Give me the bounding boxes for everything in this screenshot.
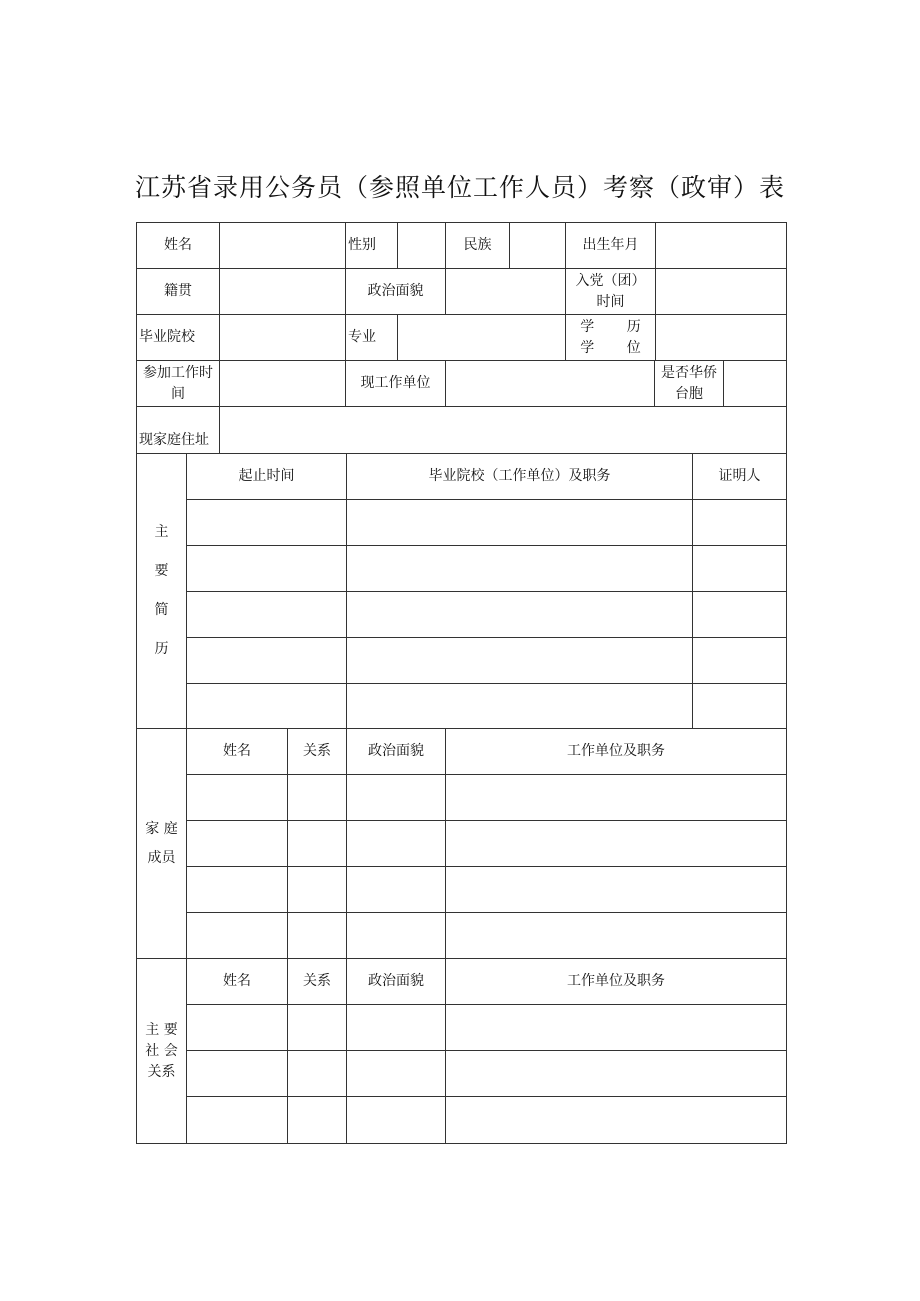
social-row-2-name[interactable]: [186, 1050, 288, 1097]
field-education-degree[interactable]: [655, 314, 787, 361]
social-row-3-employer[interactable]: [445, 1096, 787, 1144]
resume-section-label: [136, 453, 187, 729]
family-row-3-political[interactable]: [346, 866, 446, 913]
label-name: 姓名: [136, 222, 220, 269]
social-section-label: [136, 958, 187, 1144]
label-work-start-time: [136, 360, 220, 407]
resume-row-2-referee[interactable]: [692, 545, 787, 592]
resume-row-2-detail[interactable]: [346, 545, 693, 592]
resume-row-5-referee[interactable]: [692, 683, 787, 729]
field-address[interactable]: [219, 406, 787, 454]
social-header-relation: 关系: [287, 958, 347, 1005]
label-school: 毕业院校: [136, 314, 220, 361]
resume-row-2-period[interactable]: [186, 545, 347, 592]
family-row-4-name[interactable]: [186, 912, 288, 959]
family-header-employer: 工作单位及职务: [445, 728, 787, 775]
field-current-employer[interactable]: [445, 360, 655, 407]
work-start-line2: 间: [171, 385, 185, 402]
social-header-political: 政治面貌: [346, 958, 446, 1005]
social-header-name: 姓名: [186, 958, 288, 1005]
field-political-status[interactable]: [445, 268, 566, 315]
resume-header-school-employer: 毕业院校（工作单位）及职务: [346, 453, 693, 500]
family-row-2-employer[interactable]: [445, 820, 787, 867]
field-gender[interactable]: [397, 222, 446, 269]
resume-row-1-detail[interactable]: [346, 499, 693, 546]
label-gender: 性别: [345, 222, 398, 269]
family-row-2-relation[interactable]: [287, 820, 347, 867]
social-row-2-relation[interactable]: [287, 1050, 347, 1097]
label-overseas-status: [654, 360, 724, 407]
label-party-join-time: [565, 268, 656, 315]
field-major[interactable]: [397, 314, 566, 361]
social-row-1-employer[interactable]: [445, 1004, 787, 1051]
social-row-3-political[interactable]: [346, 1096, 446, 1144]
resume-row-5-period[interactable]: [186, 683, 347, 729]
family-header-relation: 关系: [287, 728, 347, 775]
family-row-2-political[interactable]: [346, 820, 446, 867]
label-address: 现家庭住址: [136, 406, 220, 454]
social-row-2-employer[interactable]: [445, 1050, 787, 1097]
resume-header-referee: 证明人: [692, 453, 787, 500]
party-join-line2: 时间: [596, 293, 625, 310]
resume-row-3-period[interactable]: [186, 591, 347, 638]
resume-row-4-period[interactable]: [186, 637, 347, 684]
label-current-employer: 现工作单位: [345, 360, 446, 407]
family-row-1-employer[interactable]: [445, 774, 787, 821]
work-start-line1: 参加工作时: [143, 364, 213, 381]
resume-header-period: 起止时间: [186, 453, 347, 500]
label-birth: 出生年月: [565, 222, 656, 269]
social-row-1-relation[interactable]: [287, 1004, 347, 1051]
resume-label-char-1: 主: [154, 524, 169, 540]
social-header-employer: 工作单位及职务: [445, 958, 787, 1005]
resume-label-char-2: 要: [154, 563, 169, 579]
family-label-line1: 家 庭: [145, 820, 178, 837]
education-line2: 学 位: [580, 339, 655, 356]
resume-row-4-referee[interactable]: [692, 637, 787, 684]
field-name[interactable]: [219, 222, 346, 269]
social-label-line3: 关系: [147, 1063, 176, 1080]
family-row-3-relation[interactable]: [287, 866, 347, 913]
overseas-line1: 是否华侨: [661, 364, 717, 381]
resume-row-4-detail[interactable]: [346, 637, 693, 684]
family-row-2-name[interactable]: [186, 820, 288, 867]
family-section-label: [136, 728, 187, 959]
resume-label-char-3: 简: [154, 602, 169, 618]
family-row-1-name[interactable]: [186, 774, 288, 821]
resume-label-char-4: 历: [154, 641, 169, 657]
field-birth[interactable]: [655, 222, 787, 269]
field-ethnicity[interactable]: [509, 222, 566, 269]
social-row-1-name[interactable]: [186, 1004, 288, 1051]
vetting-form-table: [136, 222, 787, 1144]
family-row-1-relation[interactable]: [287, 774, 347, 821]
page-title: 江苏省录用公务员（参照单位工作人员）考察（政审）表: [134, 173, 785, 202]
resume-row-3-referee[interactable]: [692, 591, 787, 638]
field-overseas-status[interactable]: [723, 360, 787, 407]
label-ethnicity: 民族: [445, 222, 510, 269]
label-native-place: 籍贯: [136, 268, 220, 315]
label-major: 专业: [345, 314, 398, 361]
education-line1: 学 历: [580, 318, 655, 335]
family-header-name: 姓名: [186, 728, 288, 775]
resume-row-1-referee[interactable]: [692, 499, 787, 546]
field-native-place[interactable]: [219, 268, 346, 315]
field-work-start-time[interactable]: [219, 360, 346, 407]
family-row-1-political[interactable]: [346, 774, 446, 821]
social-row-2-political[interactable]: [346, 1050, 446, 1097]
social-row-1-political[interactable]: [346, 1004, 446, 1051]
field-party-join-time[interactable]: [655, 268, 787, 315]
social-label-line2: 社 会: [145, 1042, 178, 1059]
family-label-line2: 成员: [147, 849, 176, 866]
social-row-3-relation[interactable]: [287, 1096, 347, 1144]
field-school[interactable]: [219, 314, 346, 361]
social-label-line1: 主 要: [145, 1021, 178, 1038]
resume-row-1-period[interactable]: [186, 499, 347, 546]
overseas-line2: 台胞: [675, 385, 703, 402]
resume-row-3-detail[interactable]: [346, 591, 693, 638]
label-political-status: 政治面貌: [345, 268, 446, 315]
family-row-4-political[interactable]: [346, 912, 446, 959]
family-row-4-relation[interactable]: [287, 912, 347, 959]
resume-row-5-detail[interactable]: [346, 683, 693, 729]
family-row-3-name[interactable]: [186, 866, 288, 913]
family-header-political: 政治面貌: [346, 728, 446, 775]
party-join-line1: 入党（团）: [575, 272, 646, 289]
family-row-4-employer[interactable]: [445, 912, 787, 959]
label-education-degree: [565, 314, 656, 361]
family-row-3-employer[interactable]: [445, 866, 787, 913]
social-row-3-name[interactable]: [186, 1096, 288, 1144]
